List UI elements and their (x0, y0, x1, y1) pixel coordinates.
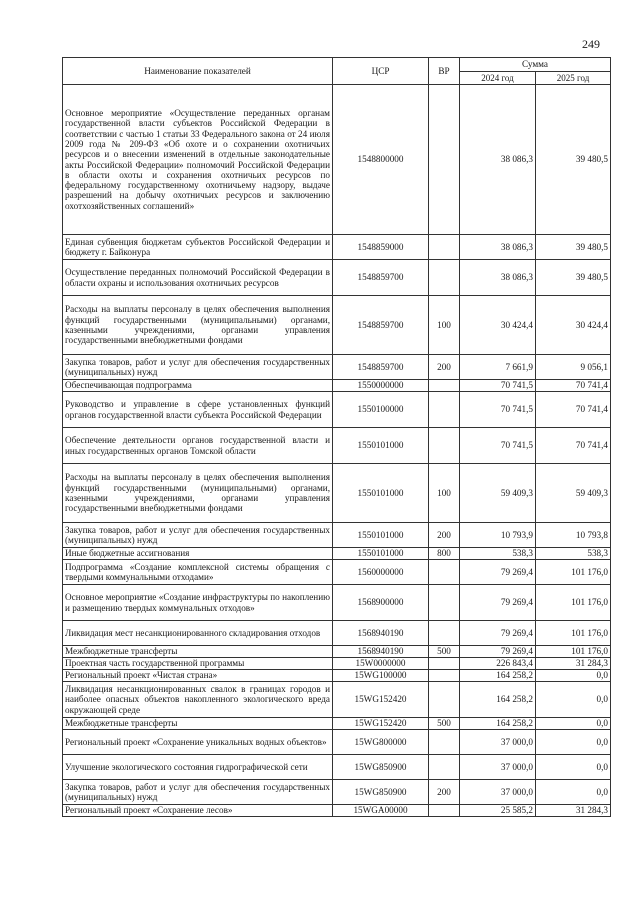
cell-y2024: 37 000,0 (460, 755, 536, 780)
table-row (63, 646, 611, 658)
cell-y2025: 101 176,0 (536, 646, 611, 658)
cell-y2025: 59 409,3 (536, 464, 611, 523)
page-number: 249 (582, 37, 600, 51)
cell-y2025: 0,0 (536, 682, 611, 718)
cell-vr (429, 670, 460, 682)
cell-name: Закупка товаров, работ и услуг для обеспечения государственных (муниципальных) нужд (63, 355, 333, 380)
table-row (63, 780, 611, 805)
cell-y2025: 39 480,5 (536, 235, 611, 260)
cell-vr (429, 805, 460, 817)
cell-csr: 1548859700 (333, 355, 429, 380)
cell-csr: 1550101000 (333, 548, 429, 560)
cell-vr (429, 560, 460, 585)
cell-vr (429, 235, 460, 260)
cell-csr: 1550101000 (333, 464, 429, 523)
cell-y2025: 101 176,0 (536, 560, 611, 585)
cell-vr: 800 (429, 548, 460, 560)
cell-name: Расходы на выплаты персоналу в целях обеспечения выполнения функций государственными (муниципальными) органами, казенными учреждениями, органами управления государственными внебюджетными фондами (63, 464, 333, 523)
cell-y2025: 0,0 (536, 670, 611, 682)
cell-y2024: 37 000,0 (460, 780, 536, 805)
cell-y2024: 25 585,2 (460, 805, 536, 817)
cell-y2025: 70 741,4 (536, 392, 611, 428)
table-row (63, 296, 611, 355)
cell-vr (429, 85, 460, 235)
cell-vr (429, 658, 460, 670)
cell-name: Улучшение экологического состояния гидрографической сети (63, 755, 333, 780)
cell-csr: 1548859000 (333, 235, 429, 260)
cell-y2024: 59 409,3 (460, 464, 536, 523)
table-row (63, 260, 611, 296)
cell-name: Межбюджетные трансферты (63, 646, 333, 658)
cell-vr: 200 (429, 780, 460, 805)
table-row (63, 380, 611, 392)
table-row (63, 464, 611, 523)
table-row (63, 585, 611, 621)
cell-vr (429, 755, 460, 780)
budget-table (62, 57, 611, 817)
cell-name: Подпрограмма «Создание комплексной системы обращения с твердыми коммунальными отходами» (63, 560, 333, 585)
cell-y2025: 0,0 (536, 718, 611, 730)
table-row (63, 682, 611, 718)
cell-csr: 1548800000 (333, 85, 429, 235)
header-sum: Сумма (460, 58, 611, 72)
cell-name: Основное мероприятие «Создание инфраструктуры по накоплению и размещению твердых коммунальных отходов» (63, 585, 333, 621)
cell-vr (429, 682, 460, 718)
cell-csr: 1548859700 (333, 260, 429, 296)
cell-y2024: 164 258,2 (460, 718, 536, 730)
cell-y2025: 39 480,5 (536, 85, 611, 235)
cell-y2025: 70 741,4 (536, 428, 611, 464)
cell-vr: 500 (429, 646, 460, 658)
cell-y2024: 79 269,4 (460, 621, 536, 646)
cell-vr: 200 (429, 355, 460, 380)
table-row (63, 85, 611, 235)
table-row (63, 428, 611, 464)
cell-name: Проектная часть государственной программы (63, 658, 333, 670)
cell-csr: 1550000000 (333, 380, 429, 392)
cell-name: Основное мероприятие «Осуществление переданных органам государственной власти субъектов Российской Федерации в соответствии с частью 1 статьи 33 Федерального закона от 24 июля 2009 года № 209-ФЗ «Об охоте и о сохранении охотничьих ресурсов и о внесении изменений в отдельные законодательные акты Российской Федерации» полномочий Российской Федерации в области охоты и сохранения охотничьих ресурсов по федеральному государственному охотничьему надзору, выдаче разрешений на добычу охотничьих ресурсов и заключению охотхозяйственных соглашений» (63, 85, 333, 235)
cell-csr: 15WG152420 (333, 682, 429, 718)
cell-vr (429, 380, 460, 392)
cell-name: Региональный проект «Чистая страна» (63, 670, 333, 682)
cell-csr: 15W0000000 (333, 658, 429, 670)
cell-y2025: 0,0 (536, 730, 611, 755)
cell-csr: 1568900000 (333, 585, 429, 621)
table-row (63, 805, 611, 817)
cell-name: Региональный проект «Сохранение уникальных водных объектов» (63, 730, 333, 755)
cell-csr: 1550100000 (333, 392, 429, 428)
table-row (63, 392, 611, 428)
cell-y2025: 39 480,5 (536, 260, 611, 296)
cell-name: Закупка товаров, работ и услуг для обеспечения государственных (муниципальных) нужд (63, 523, 333, 548)
table-row (63, 548, 611, 560)
cell-vr: 100 (429, 296, 460, 355)
cell-y2024: 538,3 (460, 548, 536, 560)
cell-csr: 1568940190 (333, 646, 429, 658)
cell-y2024: 79 269,4 (460, 560, 536, 585)
cell-y2024: 38 086,3 (460, 235, 536, 260)
cell-csr: 1550101000 (333, 523, 429, 548)
cell-vr (429, 621, 460, 646)
table-row (63, 355, 611, 380)
header-year-2024: 2024 год (460, 72, 536, 85)
cell-csr: 15WG850900 (333, 755, 429, 780)
cell-csr: 15WG850900 (333, 780, 429, 805)
cell-y2024: 70 741,5 (460, 380, 536, 392)
cell-vr (429, 428, 460, 464)
cell-name: Руководство и управление в сфере установленных функций органов государственной власти субъекта Российской Федерации (63, 392, 333, 428)
cell-name: Закупка товаров, работ и услуг для обеспечения государственных (муниципальных) нужд (63, 780, 333, 805)
cell-y2024: 30 424,4 (460, 296, 536, 355)
header-name: Наименование показателей (63, 58, 333, 85)
table-row (63, 658, 611, 670)
cell-y2024: 226 843,4 (460, 658, 536, 670)
cell-name: Расходы на выплаты персоналу в целях обеспечения выполнения функций государственными (муниципальными) органами, казенными учреждениями, органами управления государственными внебюджетными фондами (63, 296, 333, 355)
cell-vr: 100 (429, 464, 460, 523)
cell-y2025: 101 176,0 (536, 621, 611, 646)
cell-csr: 1560000000 (333, 560, 429, 585)
table-body (63, 85, 611, 817)
table-row (63, 755, 611, 780)
cell-y2024: 164 258,2 (460, 670, 536, 682)
header-csr: ЦСР (333, 58, 429, 85)
cell-y2024: 37 000,0 (460, 730, 536, 755)
cell-y2024: 70 741,5 (460, 392, 536, 428)
cell-name: Межбюджетные трансферты (63, 718, 333, 730)
cell-y2024: 70 741,5 (460, 428, 536, 464)
table-row (63, 621, 611, 646)
header-vr: ВР (429, 58, 460, 85)
cell-y2024: 38 086,3 (460, 85, 536, 235)
cell-vr (429, 260, 460, 296)
cell-name: Осуществление переданных полномочий Российской Федерации в области охраны и использования охотничьих ресурсов (63, 260, 333, 296)
cell-name: Единая субвенция бюджетам субъектов Российской Федерации и бюджету г. Байконура (63, 235, 333, 260)
cell-y2025: 10 793,8 (536, 523, 611, 548)
cell-vr (429, 730, 460, 755)
table-row (63, 560, 611, 585)
cell-name: Региональный проект «Сохранение лесов» (63, 805, 333, 817)
cell-y2025: 30 424,4 (536, 296, 611, 355)
cell-csr: 15WG800000 (333, 730, 429, 755)
table-row (63, 523, 611, 548)
cell-y2025: 9 056,1 (536, 355, 611, 380)
cell-vr (429, 392, 460, 428)
cell-y2024: 79 269,4 (460, 585, 536, 621)
cell-vr (429, 585, 460, 621)
cell-csr: 1550101000 (333, 428, 429, 464)
cell-y2025: 31 284,3 (536, 805, 611, 817)
cell-name: Обеспечение деятельности органов государственной власти и иных государственных органов Томской области (63, 428, 333, 464)
table-header (63, 58, 611, 85)
cell-csr: 15WG152420 (333, 718, 429, 730)
cell-y2025: 538,3 (536, 548, 611, 560)
cell-csr: 1548859700 (333, 296, 429, 355)
cell-name: Обеспечивающая подпрограмма (63, 380, 333, 392)
cell-y2024: 38 086,3 (460, 260, 536, 296)
cell-y2025: 0,0 (536, 755, 611, 780)
cell-csr: 15WG100000 (333, 670, 429, 682)
header-year-2025: 2025 год (536, 72, 611, 85)
cell-y2025: 101 176,0 (536, 585, 611, 621)
table-row (63, 235, 611, 260)
cell-y2024: 79 269,4 (460, 646, 536, 658)
table-row (63, 730, 611, 755)
cell-csr: 1568940190 (333, 621, 429, 646)
table-row (63, 718, 611, 730)
cell-name: Иные бюджетные ассигнования (63, 548, 333, 560)
cell-y2024: 164 258,2 (460, 682, 536, 718)
cell-csr: 15WGA00000 (333, 805, 429, 817)
cell-y2025: 31 284,3 (536, 658, 611, 670)
cell-vr: 200 (429, 523, 460, 548)
cell-y2024: 10 793,9 (460, 523, 536, 548)
cell-name: Ликвидация мест несанкционированного складирования отходов (63, 621, 333, 646)
cell-y2025: 0,0 (536, 780, 611, 805)
cell-vr: 500 (429, 718, 460, 730)
cell-name: Ликвидация несанкционированных свалок в границах городов и наиболее опасных объектов накопленного экологического вреда окружающей среде (63, 682, 333, 718)
cell-y2025: 70 741,4 (536, 380, 611, 392)
table-row (63, 670, 611, 682)
cell-y2024: 7 661,9 (460, 355, 536, 380)
